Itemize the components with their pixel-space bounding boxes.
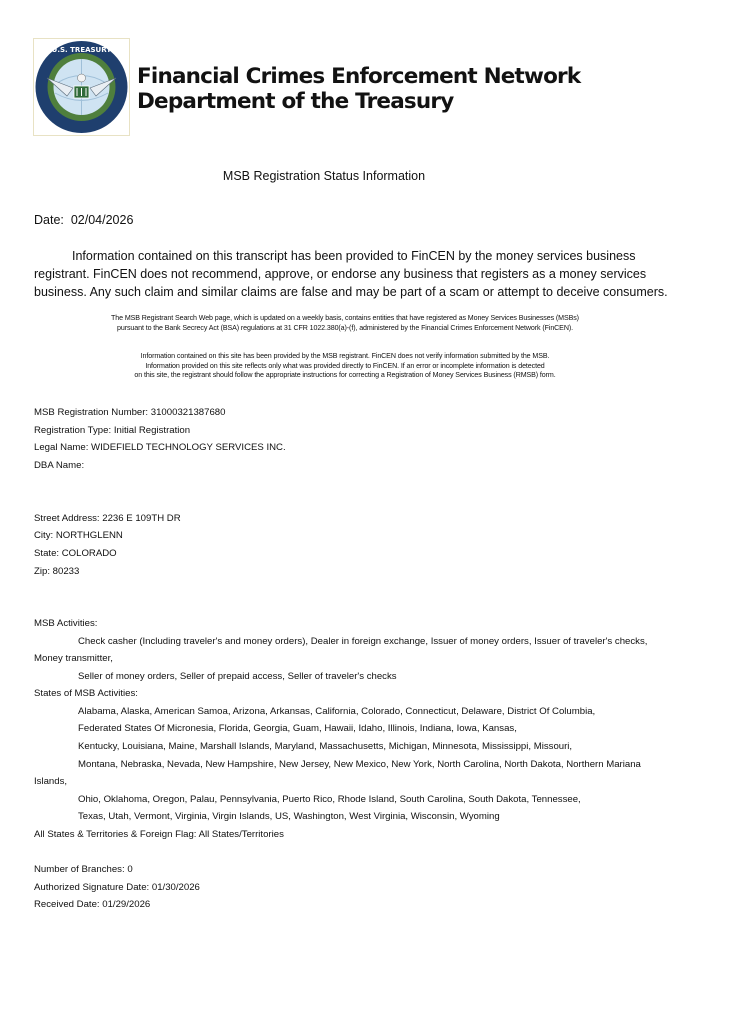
states-line: Montana, Nebraska, Nevada, New Hampshire, New Jersey, New Mexico, New York, North Carolina, North Dakota, Northern Mariana: [78, 759, 641, 770]
org-name-line2: Department of the Treasury: [137, 89, 454, 114]
organization-name: [137, 64, 580, 114]
states-line: Ohio, Oklahoma, Oregon, Palau, Pennsylvania, Puerto Rico, Rhode Island, South Carolina, South Dakota, Tennessee,: [78, 794, 581, 805]
number-of-branches: Number of Branches: 0: [34, 864, 133, 875]
document-date: [34, 213, 133, 227]
treasury-seal-icon: [33, 38, 130, 136]
states-line: Federated States Of Micronesia, Florida, Georgia, Guam, Hawaii, Idaho, Illinois, Indiana, Iowa, Kansas,: [78, 723, 517, 734]
states-line: Texas, Utah, Vermont, Virginia, Virgin Islands, US, Washington, West Virginia, Wisconsin, Wyoming: [78, 811, 500, 822]
date-value: 02/04/2026: [70, 213, 134, 227]
msb-activities-wrap: Money transmitter,: [34, 653, 113, 664]
dba-name: DBA Name:: [34, 460, 85, 471]
document-title: MSB Registration Status Information: [222, 169, 426, 183]
intro-line: business. Any such claim and similar claims are false and may be part of a scam or attempt to deceive consumers.: [34, 285, 668, 299]
intro-disclaimer: [34, 247, 674, 301]
notice-line: on this site, the registrant should follow the appropriate instructions for correcting a Registration of Money Services Business (RMSB) form.: [134, 371, 556, 379]
authorized-signature-date: Authorized Signature Date: 01/30/2026: [34, 882, 200, 893]
notice-line: The MSB Registrant Search Web page, which is updated on a weekly basis, contains entities that have registered as Money Services Businesses (MSBs): [111, 314, 579, 322]
registrant-search-notice: [34, 314, 656, 333]
msb-activities-label: MSB Activities:: [34, 618, 98, 629]
states-line: Alabama, Alaska, American Samoa, Arizona, Arkansas, California, Colorado, Connecticut, Delaware, District Of Columbia,: [78, 706, 596, 717]
verification-notice: [34, 352, 656, 381]
city: City: NORTHGLENN: [34, 530, 123, 541]
zip: Zip: 80233: [34, 566, 80, 577]
svg-text:U.S. TREASURY: U.S. TREASURY: [51, 46, 112, 54]
intro-line: registrant. FinCEN does not recommend, approve, or endorse any business that registers as a money services: [34, 267, 647, 281]
msb-registration-number: MSB Registration Number: 31000321387680: [34, 407, 226, 418]
date-label: Date:: [34, 213, 64, 227]
fincen-seal-logo: [33, 38, 130, 136]
state: State: COLORADO: [34, 548, 117, 559]
notice-line: Information provided on this site reflects only what was provided directly to FinCEN. If an error or incomplete information is detected: [145, 361, 545, 370]
org-name-line1: Financial Crimes Enforcement Network: [137, 64, 581, 89]
states-wrap: Islands,: [34, 776, 68, 787]
states-label: States of MSB Activities:: [34, 688, 138, 699]
received-date: Received Date: 01/29/2026: [34, 899, 151, 910]
states-line: Kentucky, Louisiana, Maine, Marshall Islands, Maryland, Massachusetts, Michigan, Minnesota, Mississippi, Missouri,: [78, 741, 573, 752]
msb-activities-line: Seller of money orders, Seller of prepaid access, Seller of traveler's checks: [78, 671, 397, 682]
msb-activities-line: Check casher (Including traveler's and money orders), Dealer in foreign exchange, Issuer of money orders, Issuer of traveler's checks,: [78, 636, 648, 647]
notice-line: pursuant to the Bank Secrecy Act (BSA) regulations at 31 CFR 1022.380(a)-(f), administered by the Financial Crimes Enforcement Network (FinCEN).: [117, 323, 573, 332]
street-address: Street Address: 2236 E 109TH DR: [34, 513, 181, 524]
legal-name: Legal Name: WIDEFIELD TECHNOLOGY SERVICES INC.: [34, 442, 286, 453]
intro-line: Information contained on this transcript has been provided to FinCEN by the money services business: [72, 249, 636, 263]
registration-type: Registration Type: Initial Registration: [34, 425, 191, 436]
notice-line: Information contained on this site has been provided by the MSB registrant. FinCEN does not verify information submitted by the MSB.: [140, 352, 550, 360]
all-states-flag: All States & Territories & Foreign Flag: All States/Territories: [34, 829, 284, 840]
